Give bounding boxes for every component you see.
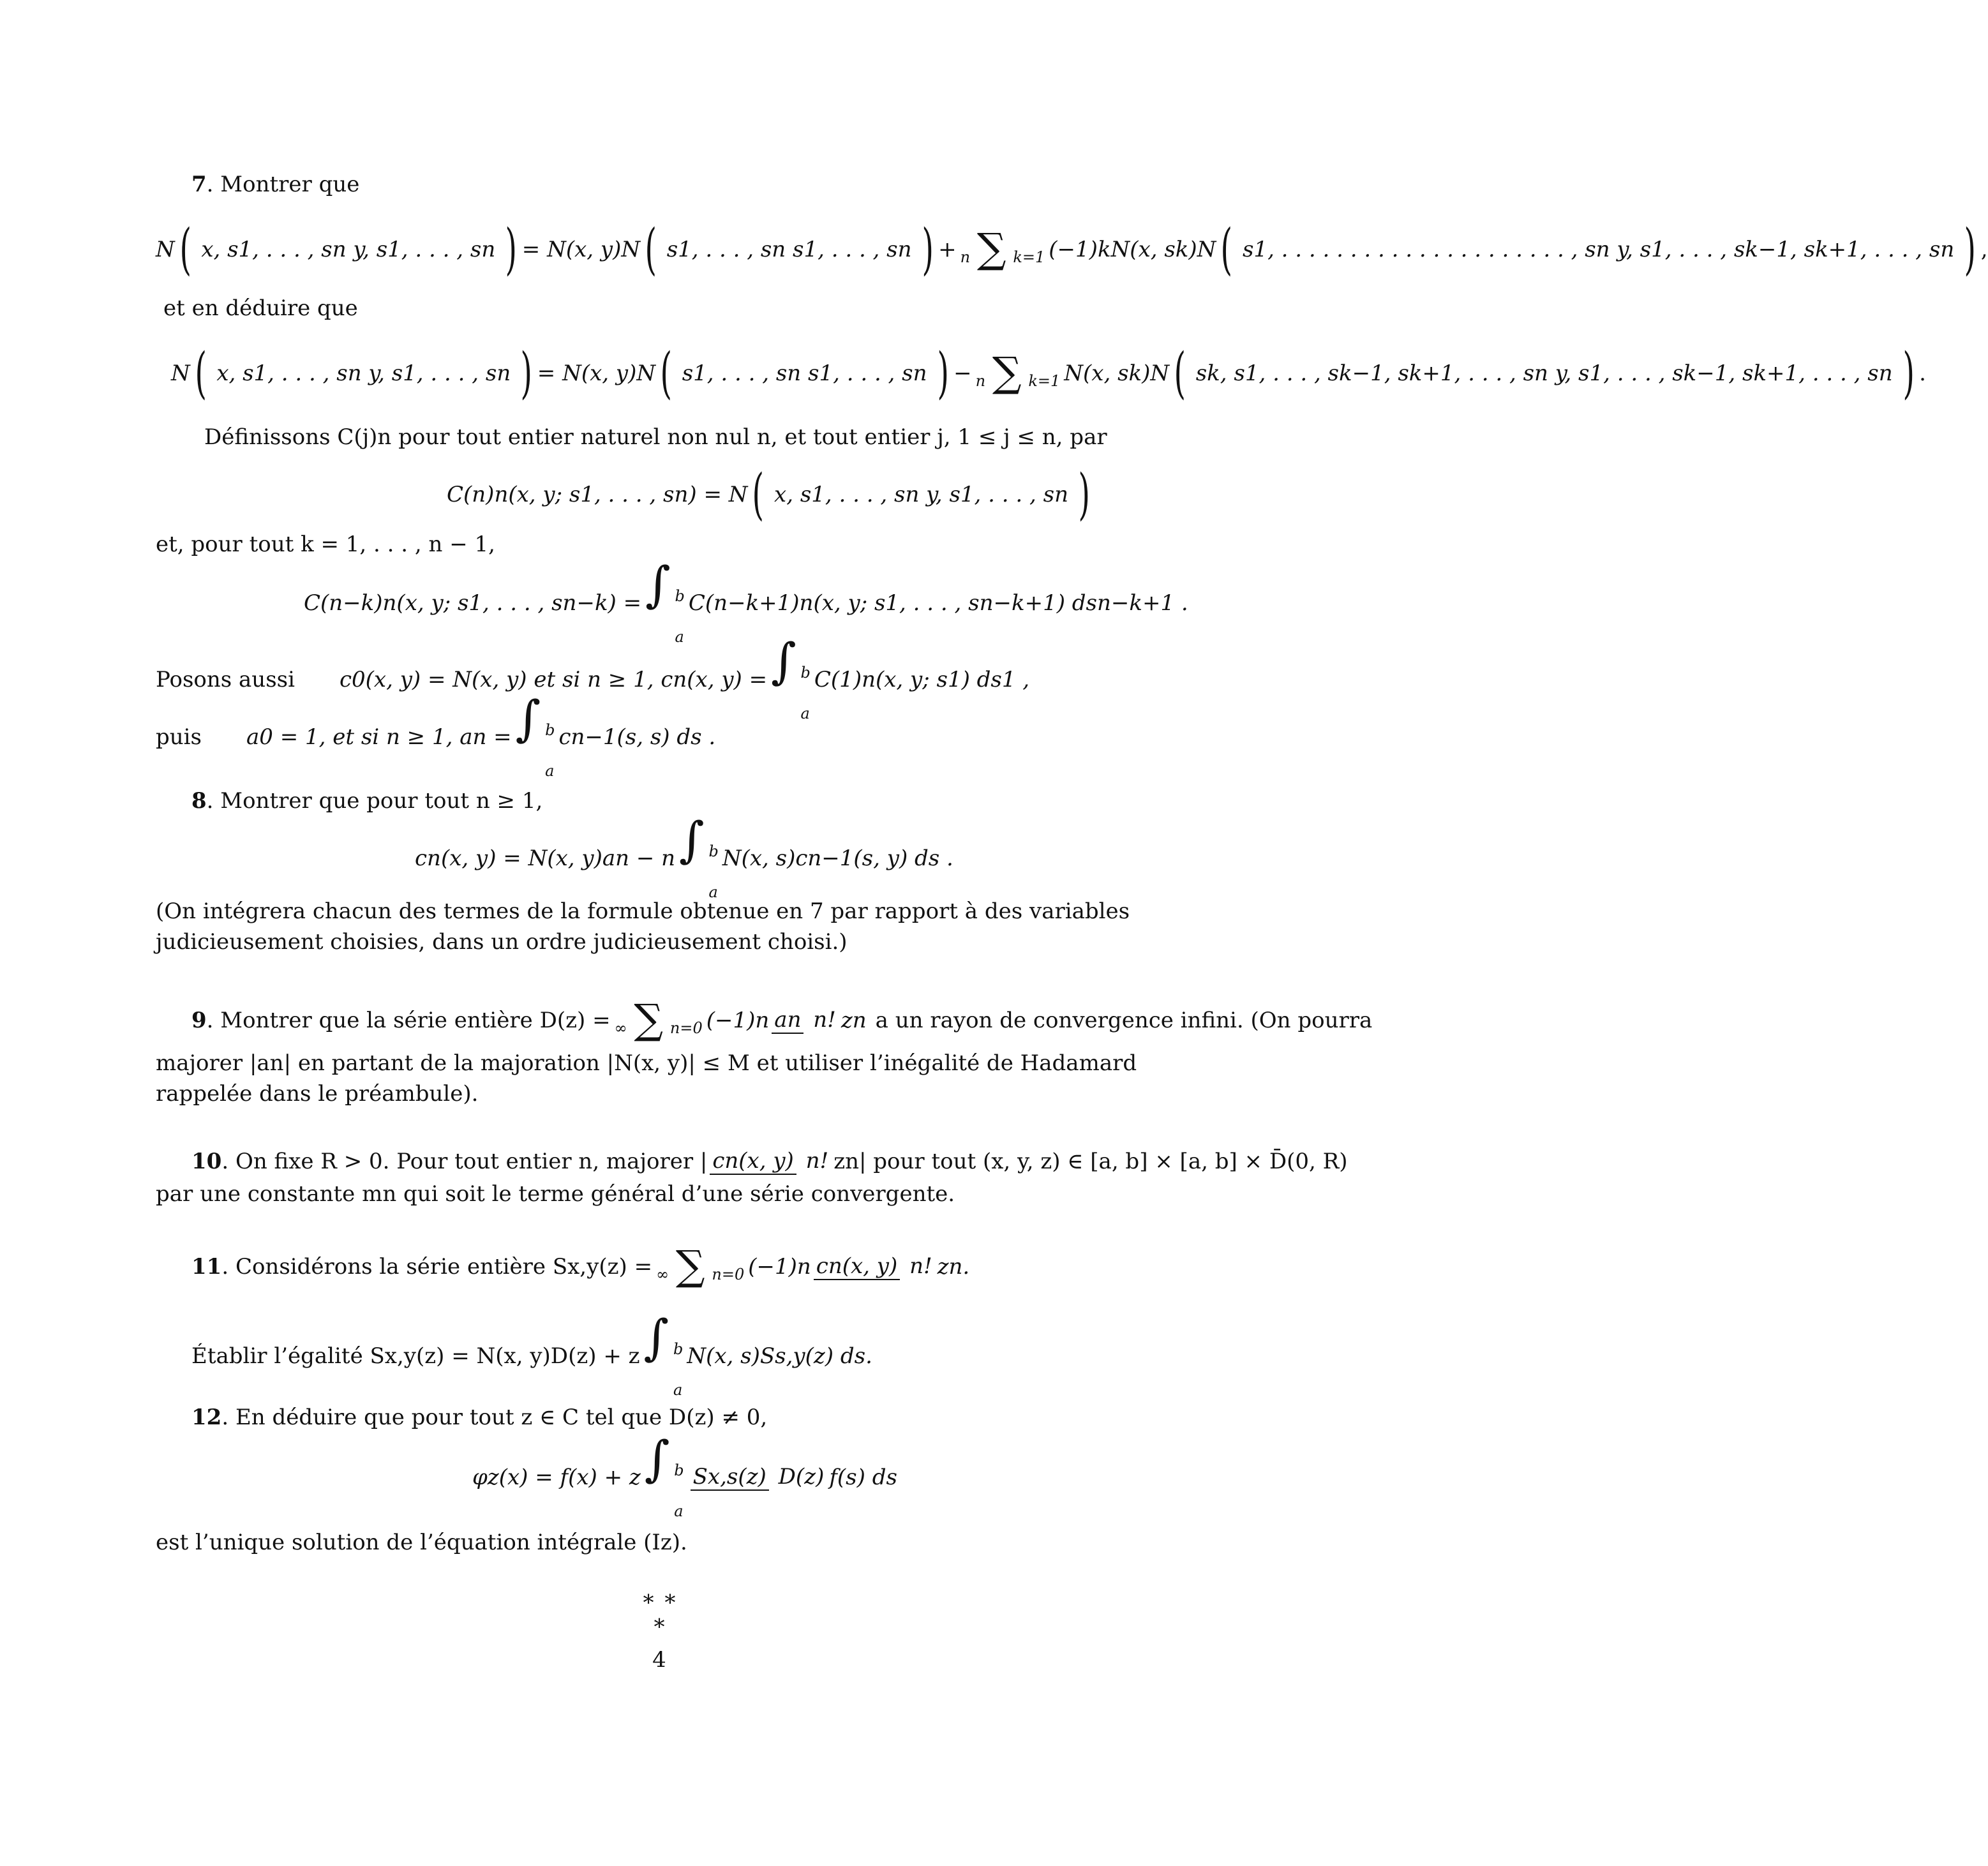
- sum-lower: k=1: [1013, 248, 1045, 266]
- integral-eq4: [645, 556, 685, 646]
- symbol-N: N: [171, 361, 190, 386]
- q9-text-b: a un rayon de convergence infini. (On pourra: [875, 1008, 1373, 1033]
- stars-top: ∗ ∗: [641, 1586, 678, 1611]
- q9-text-a: . Montrer que la série entière D(z) =: [206, 1008, 611, 1033]
- q7-eq2-lhs-bottom: y, s1, . . . , sn: [368, 361, 511, 386]
- comma: ,: [1980, 237, 1988, 262]
- int-upper: b: [708, 842, 719, 860]
- q11-fraction: [814, 1253, 935, 1280]
- symbol-N: N: [156, 237, 175, 262]
- int-lower: a: [708, 883, 718, 901]
- paren-open: (: [1220, 218, 1233, 281]
- q7-eq1-lhs-matrix: [201, 235, 495, 264]
- q11-number: 11: [191, 1254, 222, 1280]
- q8-note: (On intégrera chacun des termes de la formule obtenue en 7 par rapport à des variables judicieusement choisies, dans un ordre judicieusement choisi.): [156, 899, 1130, 955]
- paren-close: ): [520, 341, 533, 405]
- q7-eq1-r-top: s1, . . . . . . . . . . . . . . . . . . . . . , sn: [1242, 237, 1610, 262]
- sum-upper: n: [960, 248, 971, 266]
- q8-number: 8: [191, 788, 207, 814]
- q11-sum: [656, 1243, 745, 1290]
- q7-eq1-lhs-bottom: y, s1, . . . , sn: [353, 237, 496, 262]
- q11-term-a: (−1)n: [748, 1254, 811, 1280]
- q9-fraction: [772, 1007, 839, 1034]
- q9-sum: [614, 996, 703, 1043]
- q7-eq1-right-matrix: [1243, 235, 1954, 264]
- q7-eq1-term: (−1)kN(x, sk)N: [1049, 237, 1216, 262]
- int-lower: a: [673, 1381, 683, 1399]
- paren-close: ): [505, 218, 518, 281]
- q7-eq2-r-top: sk, s1, . . . , sk−1, sk+1, . . . , sn: [1195, 361, 1548, 386]
- integral-symbol: ∫: [515, 690, 541, 747]
- q7-eq2-sum: [975, 349, 1061, 396]
- frac-numerator: cn(x, y): [814, 1253, 900, 1280]
- puis-label: puis: [156, 724, 202, 750]
- paren-open: (: [645, 218, 657, 281]
- int-lower: a: [800, 705, 810, 722]
- puis-line: [156, 690, 716, 780]
- definition-eq3: [447, 459, 1095, 530]
- q7-eq1-m-bottom: s1, . . . , sn: [793, 237, 912, 262]
- paren-open: (: [752, 463, 765, 526]
- q10-text-c: par une constante mn qui soit le terme général d’une série convergente.: [156, 1181, 955, 1207]
- q10-number: 10: [191, 1149, 222, 1174]
- sum-lower: n=0: [669, 1019, 703, 1037]
- puis-eq: a0 = 1, et si n ≥ 1, an =: [246, 724, 512, 750]
- q9-term-a: (−1)n: [706, 1008, 770, 1033]
- eq4-rhs: C(n−k+1)n(x, y; s1, . . . , sn−k+1) dsn−k+1 .: [688, 590, 1188, 616]
- integral-symbol: ∫: [645, 556, 671, 613]
- int-upper: b: [674, 1461, 684, 1479]
- q7-eq2-mid-matrix: [682, 359, 927, 387]
- q7-deduce: et en déduire que: [163, 295, 358, 321]
- integral-limits: [673, 1340, 683, 1399]
- paren-open: (: [1174, 341, 1186, 405]
- q7-eq2-m-top: s1, . . . , sn: [682, 361, 802, 386]
- page-number: 4: [652, 1647, 666, 1673]
- q10-text-a: . On fixe R > 0. Pour tout entier n, majorer |: [221, 1149, 708, 1174]
- period: .: [1919, 361, 1926, 386]
- q12-fraction: [691, 1464, 827, 1491]
- q7-eq1-mid: = N(x, y)N: [521, 237, 641, 262]
- sum-upper: ∞: [614, 1019, 627, 1037]
- integral-symbol: ∫: [771, 632, 796, 689]
- frac-denominator: n!: [805, 1148, 829, 1174]
- q7-eq1-sum: [960, 225, 1045, 272]
- int-upper: b: [673, 1340, 684, 1358]
- integral-limits: [801, 664, 811, 722]
- eq4-lhs: C(n−k)n(x, y; s1, . . . , sn−k) =: [304, 590, 642, 616]
- q7-eq2-right-matrix: [1196, 359, 1893, 387]
- q11-line: [191, 1225, 969, 1308]
- int-lower: a: [675, 628, 684, 646]
- stars-bottom: ∗: [652, 1610, 667, 1636]
- definition-text: Définissons C(j)n pour tout entier naturel non nul n, et tout entier j, 1 ≤ j ≤ n, par: [204, 424, 1107, 450]
- integral-limits: [545, 721, 555, 780]
- q7-equation-1: [156, 202, 1988, 297]
- q7-eq1-lhs-top: x, s1, . . . , sn: [201, 237, 347, 262]
- q8-heading: [191, 787, 542, 814]
- sum-lower: n=0: [712, 1265, 745, 1283]
- q11-etablir-rhs: N(x, s)Ss,y(z) ds.: [687, 1343, 872, 1369]
- eq3-bottom: y, s1, . . . , sn: [926, 482, 1068, 507]
- q7-eq1-m-top: s1, . . . , sn: [666, 237, 786, 262]
- q8-text: . Montrer que pour tout n ≥ 1,: [206, 788, 543, 814]
- eq3-matrix: [774, 481, 1068, 509]
- sum-upper: n: [975, 372, 986, 390]
- q11-term-b: zn.: [937, 1254, 970, 1280]
- sigma-symbol: ∑: [992, 349, 1022, 396]
- q12-eq-lhs: φz(x) = f(x) + z: [472, 1465, 641, 1490]
- integral-puis: [515, 690, 555, 780]
- q7-eq1-mid-matrix: [667, 235, 912, 264]
- q7-equation-2: [171, 325, 1926, 421]
- paren-close: ): [922, 218, 934, 281]
- q12-eq-rhs: f(s) ds: [829, 1465, 897, 1490]
- q7-eq1-r-bottom: y, s1, . . . , sk−1, sk+1, . . . , sn: [1617, 237, 1955, 262]
- for-k-text: et, pour tout k = 1, . . . , n − 1,: [156, 532, 495, 557]
- q7-eq2-mid: = N(x, y)N: [537, 361, 656, 386]
- sum-upper: ∞: [656, 1265, 669, 1283]
- integral-limits: [675, 587, 685, 646]
- minus-sign: −: [953, 361, 972, 386]
- sigma-symbol: ∑: [675, 1243, 705, 1290]
- integral-q11: [643, 1309, 684, 1399]
- paren-close: ): [937, 341, 949, 405]
- integral-limits: [708, 842, 718, 901]
- eq3-top: x, s1, . . . , sn: [774, 482, 920, 507]
- q12-text: . En déduire que pour tout z ∈ C tel que D(z) ≠ 0,: [221, 1405, 768, 1430]
- q7-eq2-m-bottom: s1, . . . , sn: [808, 361, 927, 386]
- paren-close: ): [1964, 218, 1977, 281]
- posons-label: Posons aussi: [156, 667, 295, 692]
- frac-numerator: an: [772, 1007, 803, 1034]
- q11-text-a: . Considérons la série entière Sx,y(z) =: [221, 1254, 653, 1280]
- integral-posons: [771, 632, 811, 722]
- q11-etablir: [191, 1309, 872, 1399]
- int-upper: b: [800, 664, 811, 682]
- frac-denominator: n!: [813, 1007, 836, 1033]
- integral-q8: [679, 811, 719, 901]
- int-lower: a: [545, 762, 555, 780]
- integral-q12: [644, 1430, 684, 1520]
- q7-number: 7: [191, 172, 207, 197]
- posons-eq: c0(x, y) = N(x, y) et si n ≥ 1, cn(x, y) =: [339, 667, 768, 692]
- q7-eq2-lhs-top: x, s1, . . . , sn: [216, 361, 362, 386]
- sigma-symbol: ∑: [634, 996, 664, 1043]
- q7-eq2-term: N(x, sk)N: [1064, 361, 1170, 386]
- integral-symbol: ∫: [644, 1430, 670, 1487]
- sigma-symbol: ∑: [976, 225, 1006, 272]
- puis-rhs: cn−1(s, s) ds .: [558, 724, 716, 750]
- q8-equation: [415, 811, 953, 901]
- q9-term-b: zn: [841, 1008, 867, 1033]
- frac-denominator: D(z): [778, 1464, 825, 1489]
- paren-open: (: [660, 341, 673, 405]
- integral-limits: [674, 1461, 684, 1520]
- integral-symbol: ∫: [679, 811, 705, 868]
- paren-close: ): [1902, 341, 1915, 405]
- int-upper: b: [545, 721, 555, 739]
- frac-numerator: cn(x, y): [710, 1148, 796, 1175]
- q7-heading: [191, 171, 359, 198]
- q7-eq2-r-bottom: y, s1, . . . , sk−1, sk+1, . . . , sn: [1555, 361, 1893, 386]
- q11-etablir-text: Établir l’égalité Sx,y(z) = N(x, y)D(z) + z: [191, 1343, 640, 1369]
- frac-denominator: n!: [909, 1253, 932, 1279]
- sum-lower: k=1: [1028, 372, 1061, 390]
- q12-equation: [472, 1430, 897, 1520]
- plus-sign: +: [938, 237, 957, 262]
- q12-heading: [191, 1404, 767, 1431]
- paren-open: (: [179, 218, 191, 281]
- q9-number: 9: [191, 1008, 207, 1033]
- q9-text-c: majorer |an| en partant de la majoration |N(x, y)| ≤ M et utiliser l’inégalité de Hadamard rappelée dans le préambule).: [156, 1050, 1137, 1107]
- int-lower: a: [674, 1502, 684, 1520]
- posons-rhs: C(1)n(x, y; s1) ds1 ,: [814, 667, 1030, 692]
- q7-eq2-lhs-matrix: [216, 359, 511, 387]
- q10-text-b: zn| pour tout (x, y, z) ∈ [a, b] × [a, b] × D̄(0, R): [833, 1149, 1348, 1174]
- definition-eq4: [304, 556, 1188, 646]
- integral-symbol: ∫: [643, 1309, 669, 1366]
- paren-close: ): [1078, 463, 1090, 526]
- eq3-lhs: C(n)n(x, y; s1, . . . , sn) = N: [447, 482, 748, 507]
- frac-numerator: Sx,s(z): [691, 1464, 769, 1491]
- int-upper: b: [675, 587, 685, 605]
- q12-number: 12: [191, 1405, 222, 1430]
- q10-fraction: [710, 1148, 831, 1175]
- q8-eq-lhs: cn(x, y) = N(x, y)an − n: [415, 846, 676, 871]
- q12-conclusion: est l’unique solution de l’équation intégrale (Iz).: [156, 1530, 687, 1555]
- q7-intro: . Montrer que: [206, 172, 360, 197]
- paren-open: (: [195, 341, 207, 405]
- q8-eq-rhs: N(x, s)cn−1(s, y) ds .: [722, 846, 953, 871]
